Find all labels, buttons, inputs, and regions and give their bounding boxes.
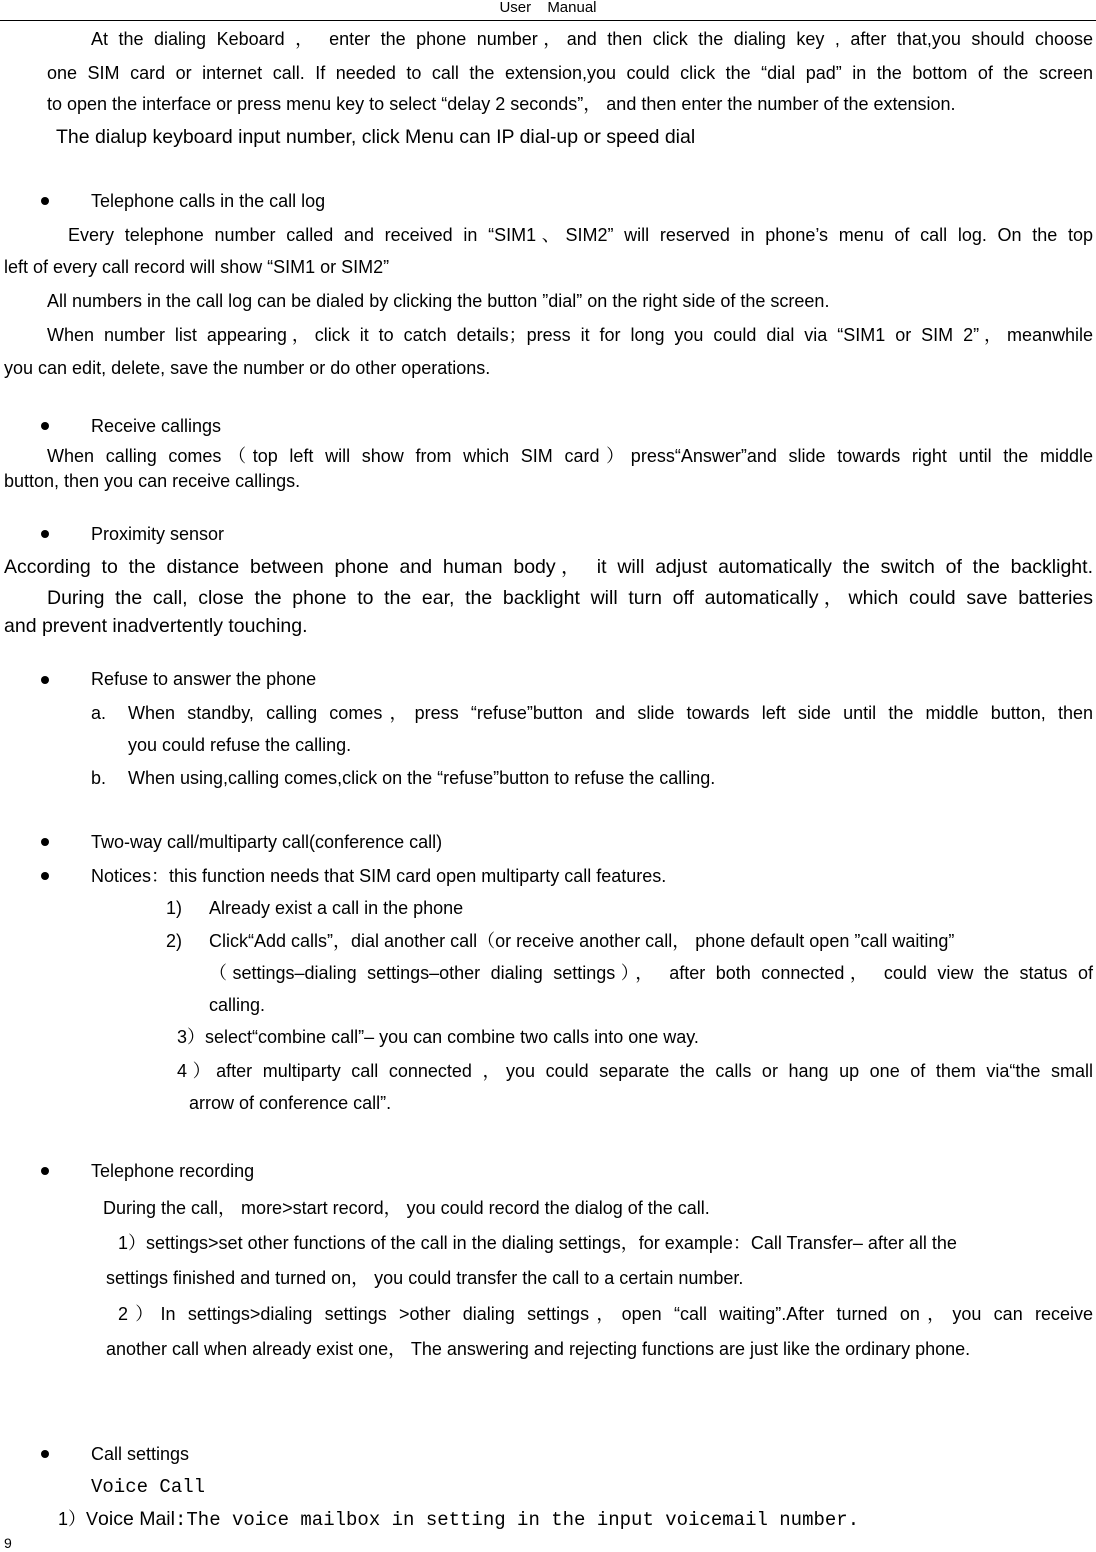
proximity-line-3: and prevent inadvertently touching.: [4, 615, 308, 637]
step-4-line-1: 4）after multiparty call connected ，you could separate the calls or hang up one of them via“the small: [177, 1061, 1093, 1081]
multiparty-title: Two-way call/multiparty call(conference call): [91, 832, 443, 852]
proximity-line-2: During the call, close the phone to the ear, the backlight will turn off automatically，which could save batteries: [47, 587, 1093, 609]
receive-title: Receive callings: [91, 416, 222, 436]
step-3-text: 3）select“combine call”– you can combine two calls into one way.: [177, 1027, 699, 1047]
refuse-b-line-1: When using,calling comes,click on the “refuse”button to refuse the calling.: [128, 768, 716, 788]
refuse-title: Refuse to answer the phone: [91, 669, 317, 689]
call-log-line-5: you can edit, delete, save the number or do other operations.: [4, 358, 491, 378]
call-log-line-2: left of every call record will show “SIM1 or SIM2”: [4, 257, 390, 277]
voice-mail-text: :The voice mailbox in setting in the input voicemail number.: [174, 1509, 860, 1531]
bullet-refuse: [41, 676, 49, 684]
dialing-line-4: The dialup keyboard input number, click Menu can IP dial-up or speed dial: [56, 126, 696, 148]
call-log-line-3: All numbers in the call log can be dialed by clicking the button ”dial” on the right side of the screen.: [47, 291, 830, 311]
refuse-marker-a: a.: [91, 703, 107, 723]
voice-mail-prefix: 1）V: [58, 1509, 99, 1529]
header-left: User: [499, 0, 532, 16]
bullet-multiparty: [41, 838, 49, 846]
receive-line-2: button, then you can receive callings.: [4, 471, 301, 491]
dialing-line-1: At the dialing Keboard ， enter the phone number，and then click the dialing key , after that,you should choose: [91, 29, 1093, 49]
dialing-line-2: one SIM card or internet call. If needed to call the extension,you could click the “dial pad” in the bottom of the screen: [47, 63, 1093, 83]
bullet-call-settings: [41, 1450, 49, 1458]
refuse-a-line-2: you could refuse the calling.: [128, 735, 352, 755]
recording-line-3: settings finished and turned on， you could transfer the call to a certain number.: [106, 1268, 744, 1288]
recording-line-2: 1）settings>set other functions of the call in the dialing settings，for example：Call Transfer– after all the: [118, 1233, 957, 1253]
call-log-title: Telephone calls in the call log: [91, 191, 326, 211]
receive-line-1: When calling comes（top left will show from which SIM card）press“Answer”and slide towards right until the middle: [47, 446, 1093, 466]
voice-call-heading: Voice Call: [91, 1476, 206, 1498]
recording-line-4: 2）In settings>dialing settings >other dialing settings，open “call waiting”.After turned on，you can receive: [118, 1304, 1093, 1324]
step-2-marker: 2): [166, 931, 183, 951]
bullet-recording: [41, 1167, 49, 1175]
dialing-line-3: to open the interface or press menu key to select “delay 2 seconds”， and then enter the number of the extension.: [47, 94, 956, 114]
bullet-receive: [41, 422, 49, 430]
page-header: [0, 0, 1096, 21]
recording-title: Telephone recording: [91, 1161, 255, 1181]
page-number: 9: [4, 1535, 12, 1551]
refuse-a-line-1: When standby, calling comes，press “refuse”button and slide towards left side until the middle button, then: [128, 703, 1093, 723]
recording-line-5: another call when already exist one， The answering and rejecting functions are just like the ordinary phone.: [106, 1339, 971, 1359]
multiparty-notice: Notices：this function needs that SIM card open multiparty call features.: [91, 866, 667, 886]
voice-mail-label: oice Mail: [98, 1508, 175, 1530]
step-2-line-1: Click“Add calls”，dial another call（or receive another call， phone default open ”call waiting”: [209, 931, 955, 951]
proximity-title: Proximity sensor: [91, 524, 225, 544]
step-2-line-3: calling.: [209, 995, 266, 1015]
call-log-line-4: When number list appearing，click it to catch details；press it for long you could dial via “SIM1 or SIM 2”，meanwhile: [47, 325, 1093, 345]
step-4-line-2: arrow of conference call”.: [189, 1093, 392, 1113]
step-2-line-2: （settings–dialing settings–other dialing settings）， after both connected， could view the status of: [209, 963, 1093, 983]
header-right: Manual: [547, 0, 597, 16]
bullet-proximity: [41, 530, 49, 538]
bullet-call-log: [41, 197, 49, 205]
refuse-marker-b: b.: [91, 768, 107, 788]
voice-mail-line: [58, 1507, 859, 1532]
recording-line-1: During the call， more>start record， you could record the dialog of the call.: [103, 1198, 710, 1218]
step-1-text: Already exist a call in the phone: [209, 898, 464, 918]
bullet-notices: [41, 872, 49, 880]
step-1-marker: 1): [166, 898, 183, 918]
call-log-line-1: Every telephone number called and received in “SIM1、SIM2” will reserved in phone’s menu of call log. On the top: [68, 225, 1093, 245]
call-settings-title: Call settings: [91, 1444, 190, 1464]
proximity-line-1: According to the distance between phone and human body， it will adjust automatically the switch of the backlight.: [4, 556, 1093, 578]
